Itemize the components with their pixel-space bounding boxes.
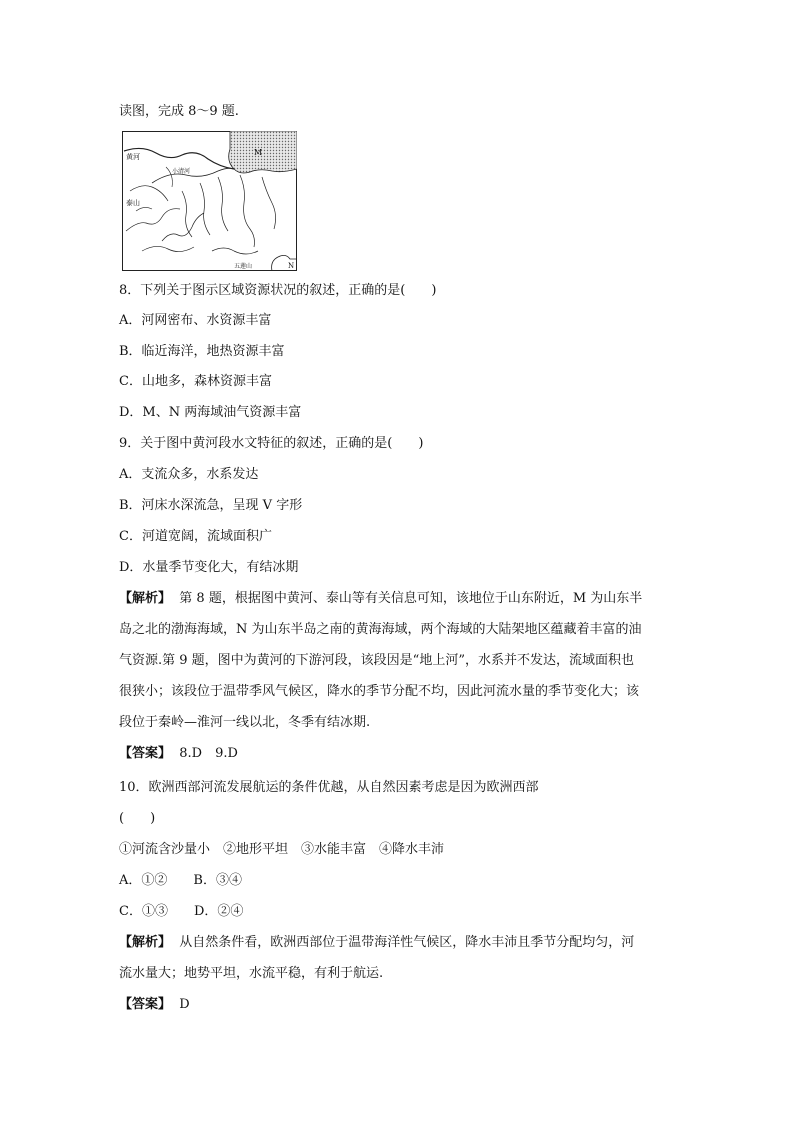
q10-stem: 10．欧洲西部河流发展航运的条件优越，从自然因素考虑是因为欧洲西部 xyxy=(119,780,539,795)
answer-1: 【答案】 8.D 9.D xyxy=(119,746,238,761)
q9-option-d: D．水量季节变化大，有结冰期 xyxy=(119,560,299,575)
map-label-m: M xyxy=(254,148,263,157)
sea-m xyxy=(229,131,297,173)
q10-choices: ①河流含沙量小 ②地形平坦 ③水能丰富 ④降水丰沛 xyxy=(119,842,445,857)
map-label-n: N xyxy=(288,262,295,270)
q10-paren: ( ) xyxy=(119,811,156,826)
q8-option-a: A．河网密布、水资源丰富 xyxy=(119,313,272,328)
q9-option-c: C．河道宽阔，流域面积广 xyxy=(119,529,272,544)
intro-text: 读图，完成 8～9 题. xyxy=(119,104,239,119)
analysis-1-line-2: 岛之北的渤海海域，N 为山东半岛之南的黄海海域，两个海域的大陆架地区蕴藏着丰富的油 xyxy=(119,622,642,637)
analysis-tag: 【解析】 xyxy=(119,935,172,950)
map-label-huanghe: 黄河 xyxy=(126,153,140,161)
analysis-2-line-2: 流水量大；地势平坦，水流平稳，有利于航运. xyxy=(119,966,384,981)
analysis-1-line-3: 气资源.第 9 题，图中为黄河的下游河段，该段因是“地上河”，水系并不发达，流域面积也 xyxy=(119,653,634,668)
answer-2: 【答案】 D xyxy=(119,997,190,1012)
region-map xyxy=(122,131,297,271)
map-label-wuliansha: 五莲山 xyxy=(234,263,253,270)
analysis-1-line-5: 段位于秦岭—淮河一线以北，冬季有结冰期. xyxy=(119,715,371,730)
q10-options-row-2: C．①③ D．②④ xyxy=(119,904,244,919)
q8-option-d: D．M、N 两海域油气资源丰富 xyxy=(119,405,302,420)
q9-option-b: B．河床水深流急，呈现 V 字形 xyxy=(119,498,303,513)
answer-tag: 【答案】 xyxy=(119,997,172,1012)
analysis-2-line-1: 【解析】 从自然条件看，欧洲西部位于温带海洋性气候区，降水丰沛且季节分配均匀，河 xyxy=(119,935,635,950)
analysis-1-line-4: 很狭小；该段位于温带季风气候区，降水的季节分配不均，因此河流水量的季节变化大；该 xyxy=(119,684,640,699)
q8-option-c: C．山地多，森林资源丰富 xyxy=(119,374,272,389)
q8-stem: 8．下列关于图示区域资源状况的叙述，正确的是( ) xyxy=(119,283,437,298)
map-label-xiaoqinghe: 小清河 xyxy=(172,168,191,175)
q9-option-a: A．支流众多，水系发达 xyxy=(119,467,259,482)
q10-options-row-1: A．①② B．③④ xyxy=(119,873,242,888)
map-label-taishan: 泰山 xyxy=(126,199,140,207)
analysis-tag: 【解析】 xyxy=(119,591,172,606)
answer-tag: 【答案】 xyxy=(119,746,172,761)
q9-stem: 9．关于图中黄河段水文特征的叙述，正确的是( ) xyxy=(119,436,424,451)
q8-option-b: B．临近海洋，地热资源丰富 xyxy=(119,344,285,359)
analysis-1-line-1: 【解析】 第 8 题，根据图中黄河、泰山等有关信息可知，该地位于山东附近，M 为山东半 xyxy=(119,591,643,606)
